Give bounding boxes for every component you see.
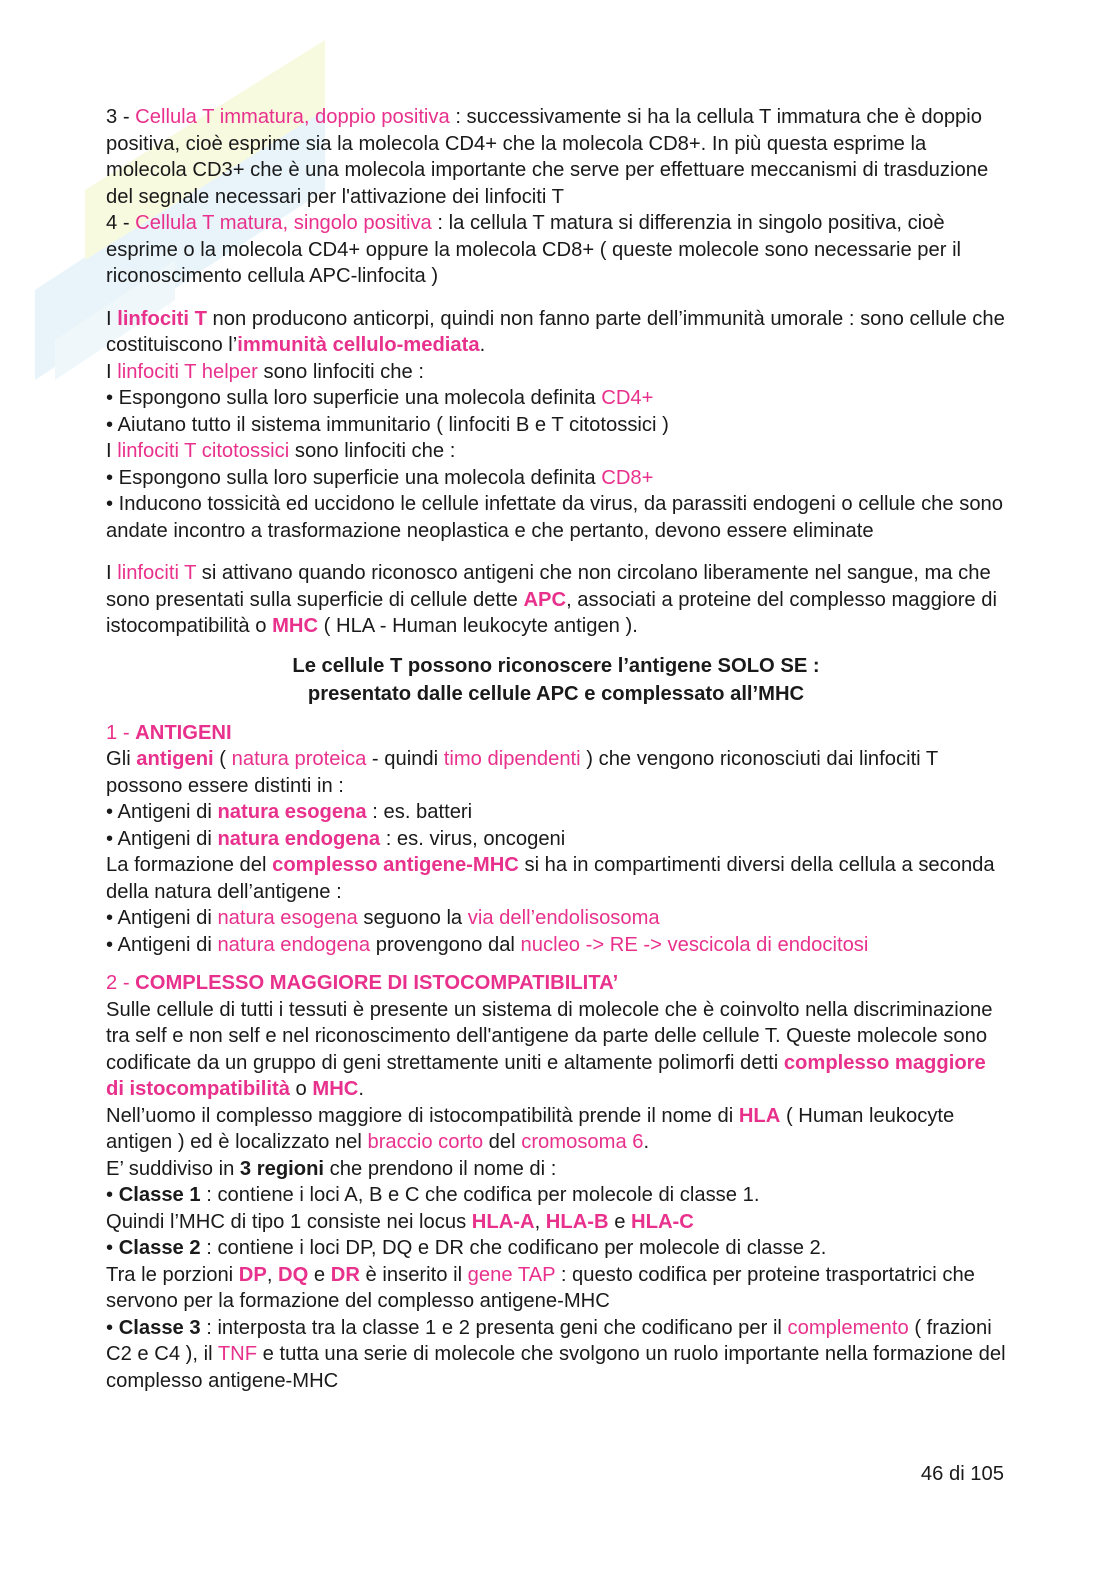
paragraph-t-lymphocytes: I linfociti T non producono anticorpi, quindi non fanno parte dell’immunità umorale : sono cellule che costituiscono l’immunità cellulo-mediata. xyxy=(106,307,1005,356)
line-cytotoxic-intro: I linfociti T citotossici sono linfociti che : xyxy=(106,440,456,462)
paragraph-immature-t-cell: 3 - Cellula T immatura, doppio positiva : successivamente si ha la cellula T immatura che è doppio positiva, cioè esprime sia la molecola CD4+ che la molecola CD8+. In più questa esprime la molecola CD3+ che è una molecola importante che serve per effettuare meccanismi di trasduzione del segnale necessari per l'attivazione dei linfociti T xyxy=(106,106,989,208)
paragraph-mature-t-cell: 4 - Cellula T matura, singolo positiva : la cellula T matura si differenzia in singolo positiva, cioè esprime o la molecola CD4+ oppure la molecola CD8+ ( queste molecole sono necessarie per il riconoscimento cellula APC-linfocita ) xyxy=(106,212,962,287)
paragraph-hla: Nell’uomo il complesso maggiore di istocompatibilità prende il nome di HLA ( Human leukocyte antigen ) ed è localizzato nel braccio corto del cromosoma 6. xyxy=(106,1104,955,1153)
list-item: • Inducono tossicità ed uccidono le cellule infettate da virus, da parassiti endogeni o cellule che sono andate incontro a trasformazione neoplastica e che pertanto, devono essere eliminate xyxy=(106,493,1004,542)
paragraph-t-activation: I linfociti T si attivano quando riconosco antigeni che non circolano liberamente nel sangue, ma che sono presentati sulla superficie di cellule dette APC, associati a proteine del complesso maggiore di istocompatibilità o MHC ( HLA - Human leukocyte antigen ). xyxy=(106,562,997,637)
section-title-mhc: 2 - COMPLESSO MAGGIORE DI ISTOCOMPATIBILITA’ xyxy=(106,972,619,994)
term-immature-t-cell: Cellula T immatura, doppio positiva xyxy=(135,106,450,128)
paragraph-antigeni: Gli antigeni ( natura proteica - quindi timo dipendenti ) che vengono riconosciuti dai linfociti T possono essere distinti in : xyxy=(106,748,938,797)
section-title-antigeni: 1 - ANTIGENI xyxy=(106,721,232,744)
term-mature-t-cell: Cellula T matura, singolo positiva xyxy=(135,212,432,234)
list-item: • Antigeni di natura endogena provengono dal nucleo -> RE -> vescicola di endocitosi xyxy=(106,933,869,956)
list-item: • Classe 3 : interposta tra la classe 1 e 2 presenta geni che codificano per il complemento ( frazioni C2 e C4 ), il TNF e tutta una serie di molecole che svolgono un ruolo importante nella formazione del complesso antigene-MHC xyxy=(106,1316,1006,1392)
line-class1-loci: Quindi l’MHC di tipo 1 consiste nei locus HLA-A, HLA-B e HLA-C xyxy=(106,1210,694,1233)
centered-heading-line2: presentato dalle cellule APC e complessato all’MHC xyxy=(307,682,805,705)
centered-heading-line1: Le cellule T possono riconoscere l’antigene SOLO SE : xyxy=(292,654,820,677)
paragraph-complex-formation: La formazione del complesso antigene-MHC si ha in compartimenti diversi della cellula a seconda della natura dell’antigene : xyxy=(106,854,995,903)
list-item: • Antigeni di natura endogena : es. virus, oncogeni xyxy=(106,827,566,850)
paragraph-tap: Tra le porzioni DP, DQ e DR è inserito il gene TAP : questo codifica per proteine trasportatrici che servono per la formazione del complesso antigene-MHC xyxy=(106,1263,975,1312)
page-number: 46 di 105 xyxy=(920,1463,1004,1485)
document-body xyxy=(106,104,1006,1394)
list-item: • Antigeni di natura esogena seguono la via dell’endolisosoma xyxy=(106,907,660,929)
paragraph-mhc-intro: Sulle cellule di tutti i tessuti è presente un sistema di molecole che è coinvolto nella discriminazione tra self e non self e nel riconoscimento dell'antigene da parte delle cellule T. Queste molecole sono codificate da un gruppo di geni strettamente uniti e altamente polimorfi detti complesso maggiore di istocompatibilità o MHC. xyxy=(106,998,993,1100)
list-item: • Antigeni di natura esogena : es. batteri xyxy=(106,801,473,823)
line-helper-intro: I linfociti T helper sono linfociti che : xyxy=(106,360,424,383)
list-item: • Classe 1 : contiene i loci A, B e C che codifica per molecole di classe 1. xyxy=(106,1184,760,1206)
list-item: • Espongono sulla loro superficie una molecola definita CD8+ xyxy=(106,466,654,489)
list-item: • Classe 2 : contiene i loci DP, DQ e DR che codificano per molecole di classe 2. xyxy=(106,1237,827,1259)
list-item: • Aiutano tutto il sistema immunitario ( linfociti B e T citotossici ) xyxy=(106,413,669,436)
list-item: • Espongono sulla loro superficie una molecola definita CD4+ xyxy=(106,387,654,409)
line-regions: E’ suddiviso in 3 regioni che prendono il nome di : xyxy=(106,1157,557,1180)
